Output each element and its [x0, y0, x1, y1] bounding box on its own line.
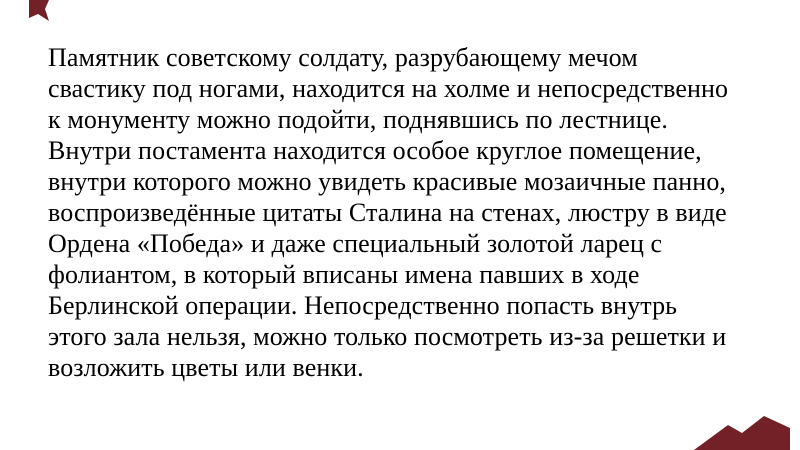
text-line-3: к монументу можно подойти, поднявшись по лестнице. [48, 105, 668, 134]
text-line-5: внутри которого можно увидеть красивые мозаичные панно, [48, 167, 727, 196]
text-line-11: возложить цветы или венки. [48, 353, 364, 382]
text-line-10: этого зала нельзя, можно только посмотреть из-за решетки и [48, 322, 727, 351]
corner-ribbon-bottom-right-icon [694, 416, 790, 450]
text-line-1: Памятник советскому солдату, разрубающему мечом [48, 43, 638, 72]
corner-ribbon-top-left-icon [28, 0, 50, 24]
body-text [48, 42, 760, 383]
corner-ribbon-top-left-shape [29, 0, 49, 21]
corner-ribbon-bottom-right-shape [694, 416, 790, 450]
text-line-7: Ордена «Победа» и даже специальный золотой ларец с [48, 229, 663, 258]
text-line-2: свастику под ногами, находится на холме и непосредственно [48, 74, 729, 103]
text-line-9: Берлинской операции. Непосредственно попасть внутрь [48, 291, 678, 320]
text-line-4: Внутри постамента находится особое круглое помещение, [48, 136, 702, 165]
text-line-6: воспроизведённые цитаты Сталина на стенах, люстру в виде [48, 198, 727, 227]
text-line-8: фолиантом, в который вписаны имена павших в ходе [48, 260, 640, 289]
